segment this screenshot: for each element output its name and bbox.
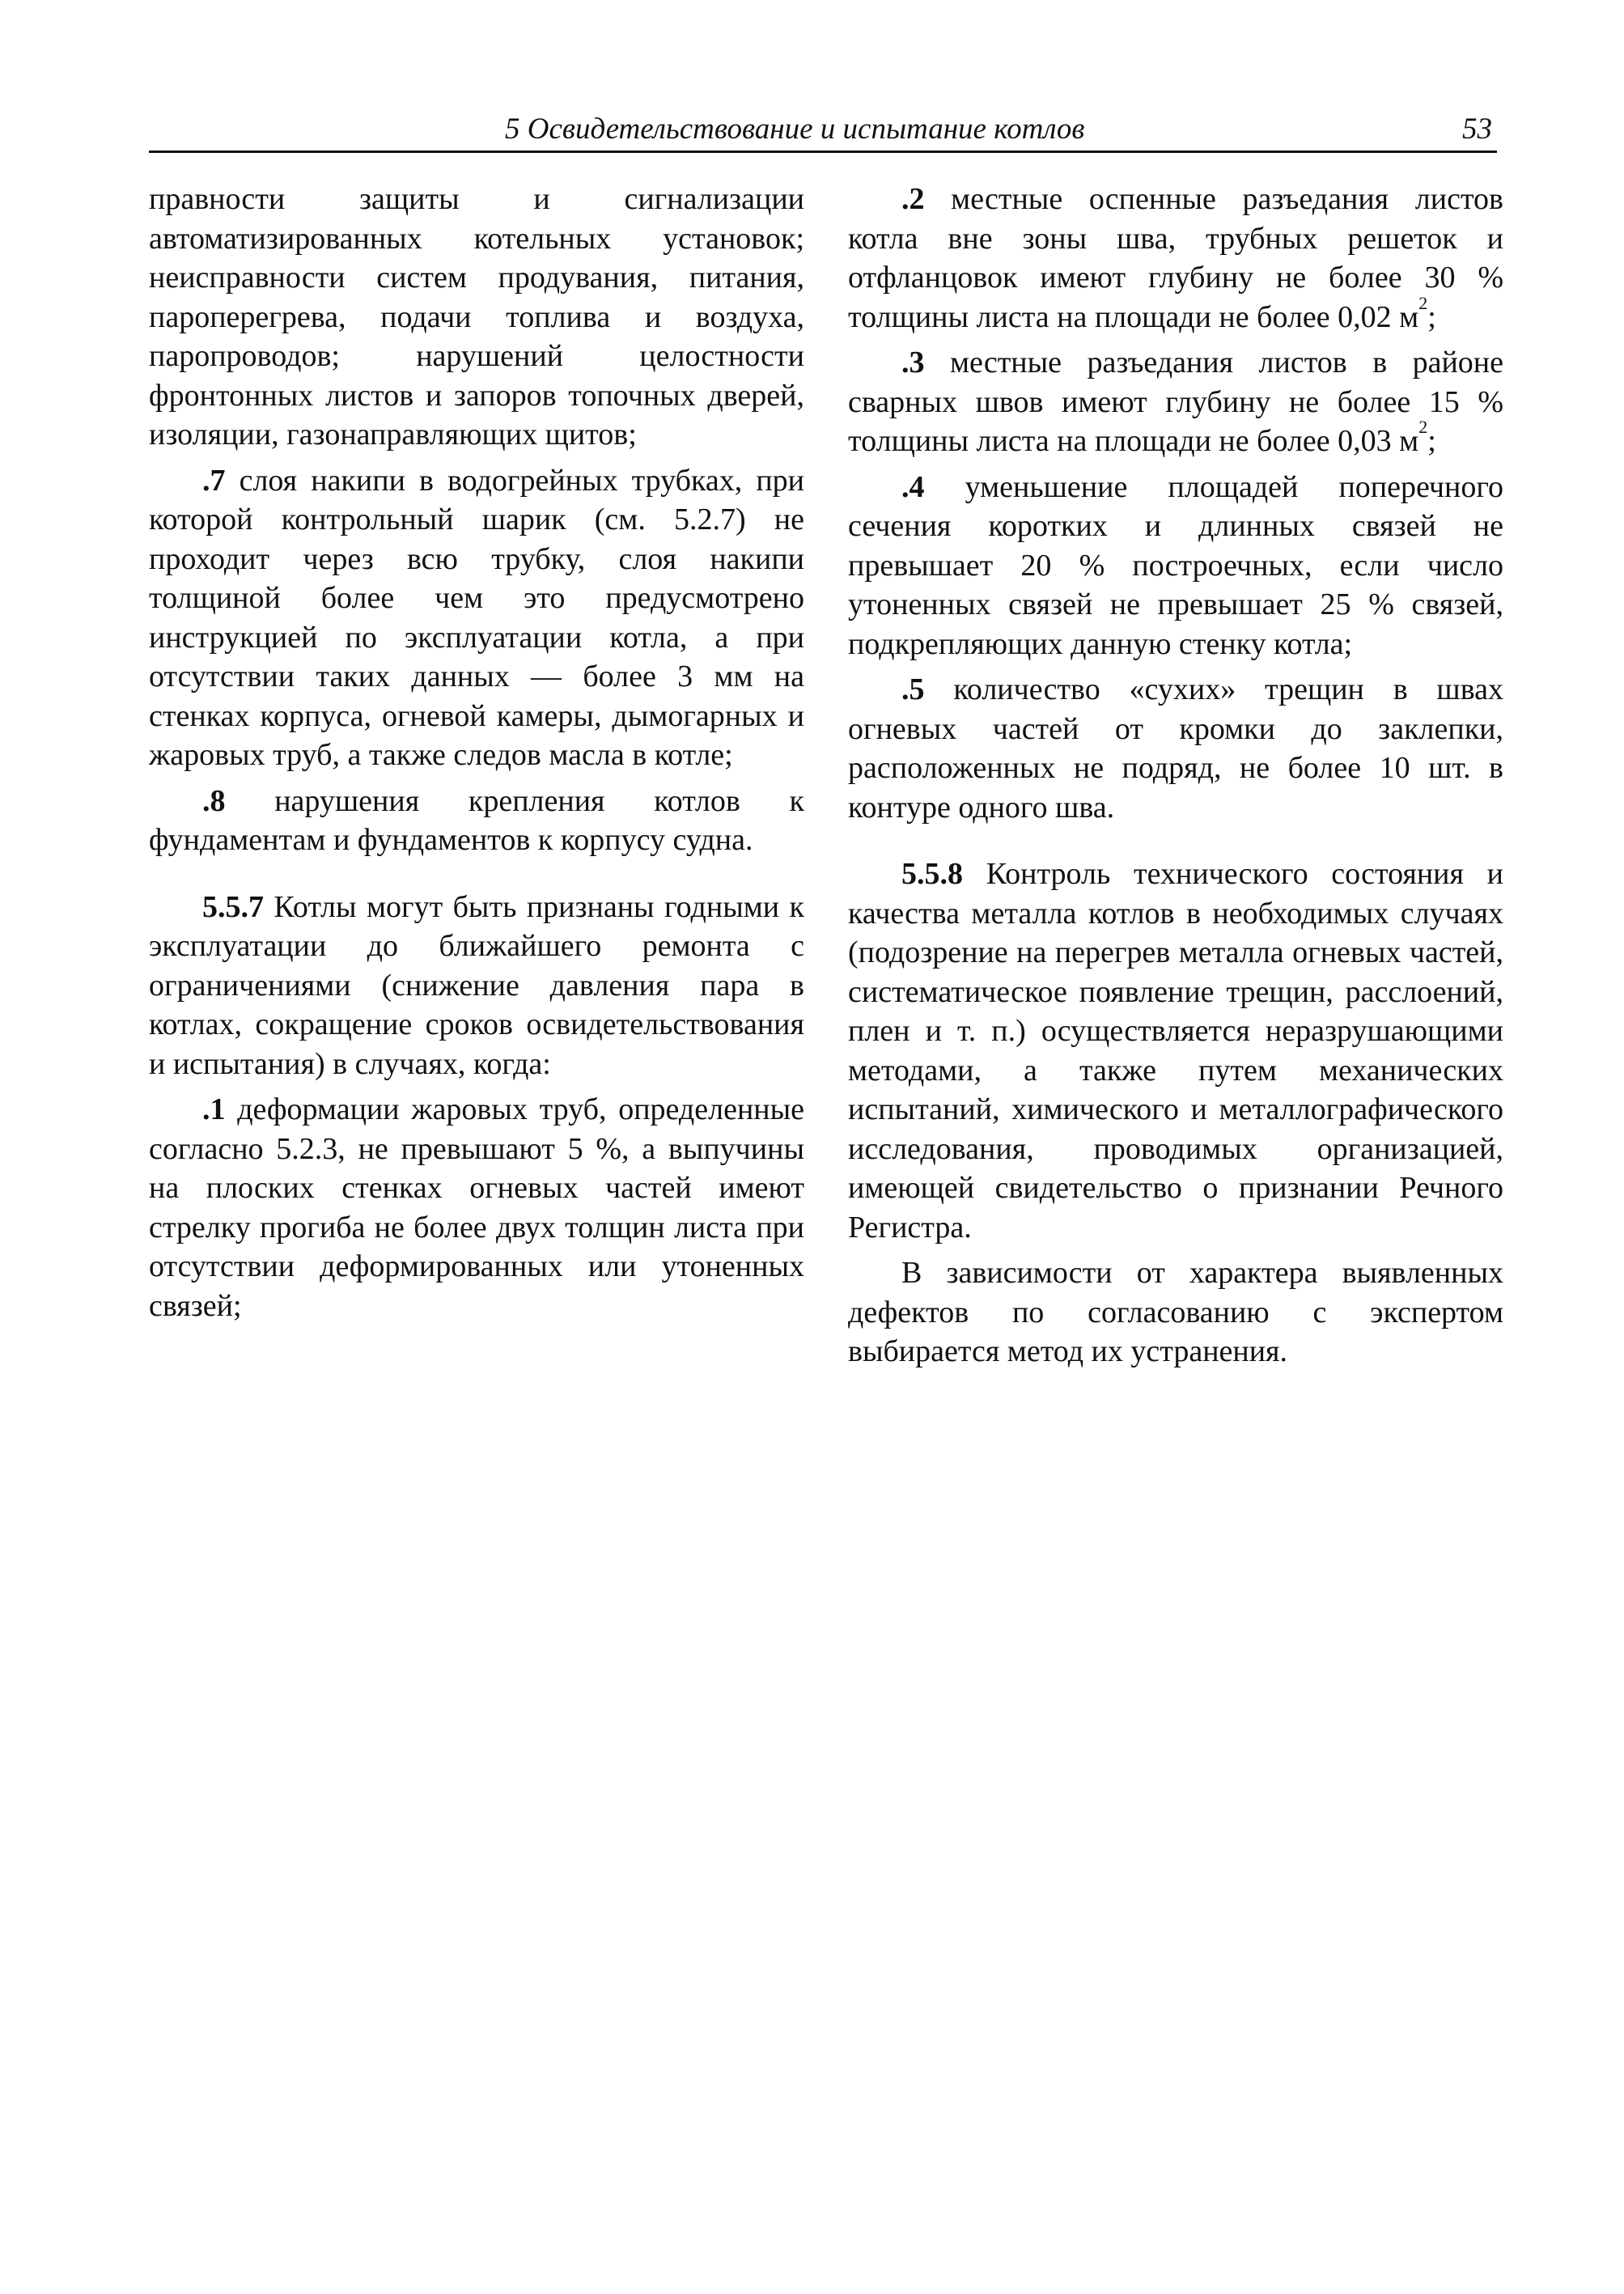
section-5-5-8	[848, 854, 1503, 1247]
item-number: .4	[901, 469, 925, 504]
list-item-2: .2 местные оспенные разъедания листов котла вне зоны шва, трубных решеток и отфланцовок имеют глубину не более 30 % толщины листа на площади не более 0,02 $м^2$;	[848, 182, 1503, 334]
section-number: 5.5.7	[202, 889, 264, 924]
superscript: 2	[1418, 292, 1428, 313]
list-item-1	[149, 1090, 804, 1325]
closing-paragraph: В зависимости от характера выявленных дефектов по согласованию с экспертом выбирается метод их устранения.	[848, 1256, 1503, 1368]
item-number: .7	[202, 463, 226, 498]
section-title: 5 Освидетельствование и испытание котлов	[505, 112, 1085, 146]
item-text: уменьшение площадей поперечного сечения коротких и длинных связей не превышает 20 % построечных, если число утоненных связей не превышает 25 % связей, подкрепляющих данную стенку котла;	[848, 469, 1504, 661]
list-item-8	[149, 782, 804, 860]
left-column	[149, 180, 804, 1325]
item-text: местные разъедания листов в районе сварных швов имеют глубину не более 15 % толщины листа на площади не более 0,03 м	[848, 346, 1504, 458]
item-number: .5	[901, 672, 925, 706]
item-text: количество «сухих» трещин в швах огневых частей от кромки до заклепки, расположенных не подряд, не более 10 шт. в контуре одного шва.	[848, 672, 1504, 825]
item-text: деформации жаровых труб, определенные согласно 5.2.3, не превышают 5 %, а выпучины на плоских стенках огневых частей имеют стрелку прогиба не более двух толщин листа при отсутствии деформированных или утоненных связей;	[149, 1092, 805, 1323]
page-number: 53	[1462, 112, 1492, 146]
running-header	[149, 108, 1497, 153]
item-number: .2	[901, 182, 925, 216]
list-item-5	[848, 670, 1503, 827]
item-number: .1	[202, 1092, 226, 1126]
list-item-4	[848, 468, 1503, 664]
item-number: .3	[901, 346, 925, 380]
list-item-7	[149, 461, 804, 775]
section-text: Контроль технического состояния и качества металла котлов в необходимых случаях (подозрение на перегрев металла огневых частей, систематическое появление трещин, расслоений, плен и т. п.) осуществляется неразрушающими методами, а также путем механических испытаний, химического и металлографического исследования, проводимых организацией, имеющей свидетельство о признании Речного Регистра.	[848, 857, 1503, 1245]
section-5-5-7	[149, 888, 804, 1084]
item-number: .8	[202, 783, 226, 818]
paragraph-continued: правности защиты и сигнализации автоматизированных котельных установок; неисправности систем продувания, питания, пароперегрева, подачи топлива и воздуха, паропроводов; нарушений целостности фронтонных листов и запоров топочных дверей, изоляции, газонаправляющих щитов;	[149, 182, 804, 452]
list-item-3: .3 местные разъедания листов в районе сварных швов имеют глубину не более 15 % толщины листа на площади не более 0,03 $м^2$;	[848, 346, 1504, 458]
superscript: 2	[1418, 417, 1428, 437]
item-text: нарушения крепления котлов к фундаментам и фундаментов к корпусу судна.	[149, 783, 804, 857]
right-column	[848, 180, 1503, 1372]
item-text: местные оспенные разъедания листов котла вне зоны шва, трубных решеток и отфланцовок имеют глубину не более 30 % толщины листа на площади не более 0,02 м	[848, 182, 1503, 334]
item-text: слоя накипи в водогрейных трубках, при которой контрольный шарик (см. 5.2.7) не проходит через всю трубку, слоя накипи толщиной более чем это предусмотрено инструкцией по эксплуатации котла, а при отсутствии таких данных — более 3 мм на стенках корпуса, огневой камеры, дымогарных и жаровых труб, а также следов масла в котле;	[149, 463, 805, 772]
section-text: Котлы могут быть признаны годными к эксплуатации до ближайшего ремонта с ограничениями (снижение давления пара в котлах, сокращение сроков освидетельствования и испытания) в случаях, когда:	[149, 889, 804, 1081]
section-number: 5.5.8	[901, 857, 963, 891]
